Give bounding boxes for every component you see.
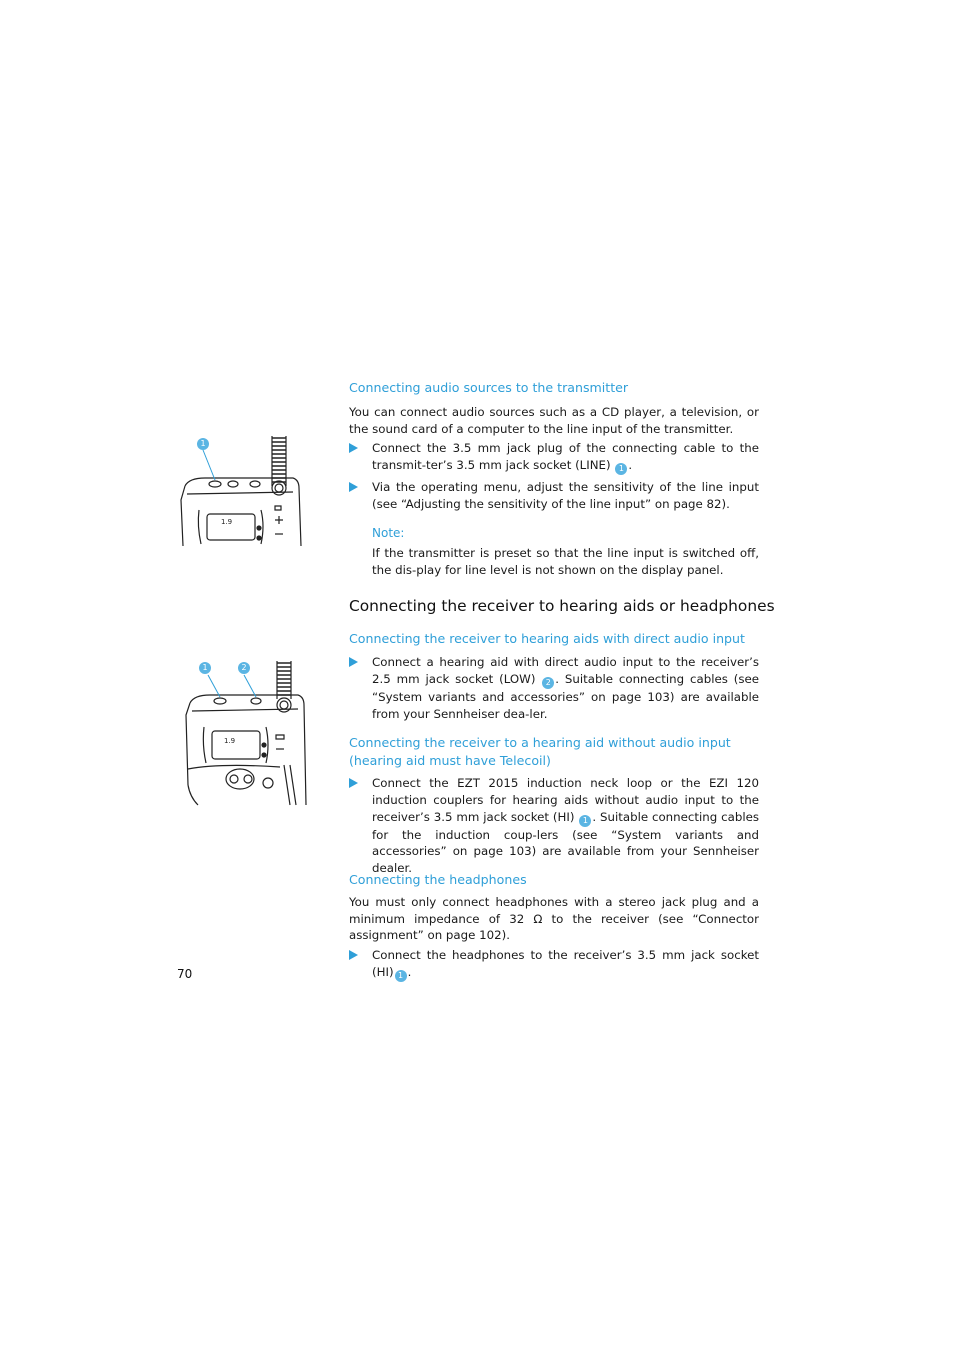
note-label: Note: xyxy=(372,526,405,540)
svg-text:1.9: 1.9 xyxy=(224,737,236,745)
step-connect-jack-plug xyxy=(349,440,759,475)
step-text: Connect the headphones to the receiver’s 3.5 mm jack socket (HI) xyxy=(372,948,759,979)
section-heading-audio-sources: Connecting audio sources to the transmitter xyxy=(349,380,629,395)
bullet-triangle-icon xyxy=(349,778,358,788)
svg-text:1.9: 1.9 xyxy=(221,518,233,526)
callout-badge-1: 1 xyxy=(615,463,627,475)
step-connect-headphones xyxy=(349,947,759,982)
callout-badge-1: 1 xyxy=(395,970,407,982)
step-text: Connect the EZT 2015 induction neck loop or the EZI 120 induction couplers for hearing aids without audio input to the receiver’s 3.5 mm jack socket (HI) xyxy=(372,776,759,824)
step-text: Via the operating menu, adjust the sensitivity of the line input (see “Adjusting the sensitivity of the line input” on page 82). xyxy=(372,480,759,511)
page-number: 70 xyxy=(177,967,193,981)
bullet-triangle-icon xyxy=(349,657,358,667)
callout-badge-1: 1 xyxy=(579,815,591,827)
subheading-telecoil: Connecting the receiver to a hearing aid without audio input (hearing aid must have Telecoil) xyxy=(349,735,731,768)
step-text-end: . Suitable connecting cables for the induction coup-lers (see “System variants and accessories” on page 103) are available from your Sennheiser dealer. xyxy=(372,809,759,876)
receiver-illustration xyxy=(180,655,310,807)
step-text-end: . Suitable connecting cables (see “System variants and accessories” on page 103) are available from your Sennheiser dea-ler. xyxy=(372,671,759,721)
note-text: If the transmitter is preset so that the line input is switched off, the dis-play for line level is not shown on the display panel. xyxy=(372,546,759,577)
step-text-end: . xyxy=(628,457,633,472)
step-text: Connect the 3.5 mm jack plug of the connecting cable to the transmit-ter’s 3.5 mm jack socket (LINE) xyxy=(372,441,759,472)
transmitter-callout-1: 1 xyxy=(197,438,209,450)
headphones-intro: You must only connect headphones with a stereo jack plug and a minimum impedance of 32 Ω to the receiver (see “Connector assignment” on page 102). xyxy=(349,895,759,943)
section-title-receiver: Connecting the receiver to hearing aids or headphones xyxy=(349,597,775,615)
step-text: Connect a hearing aid with direct audio input to the receiver’s 2.5 mm jack socket (LOW) xyxy=(372,655,759,686)
receiver-callout-2: 2 xyxy=(238,662,250,674)
step-text-end: . xyxy=(407,964,412,979)
subheading-headphones: Connecting the headphones xyxy=(349,872,527,887)
bullet-triangle-icon xyxy=(349,443,358,453)
bullet-triangle-icon xyxy=(349,482,358,492)
callout-badge-2: 2 xyxy=(542,677,554,689)
step-connect-induction-loop xyxy=(349,775,759,877)
step-adjust-sensitivity xyxy=(349,479,759,513)
step-connect-hearing-aid-direct xyxy=(349,654,759,722)
audio-sources-intro: You can connect audio sources such as a CD player, a television, or the sound card of a computer to the line input of the transmitter. xyxy=(349,405,759,436)
receiver-callout-1: 1 xyxy=(199,662,211,674)
bullet-triangle-icon xyxy=(349,950,358,960)
transmitter-illustration xyxy=(175,430,310,550)
subheading-direct-audio-input: Connecting the receiver to hearing aids with direct audio input xyxy=(349,631,745,646)
